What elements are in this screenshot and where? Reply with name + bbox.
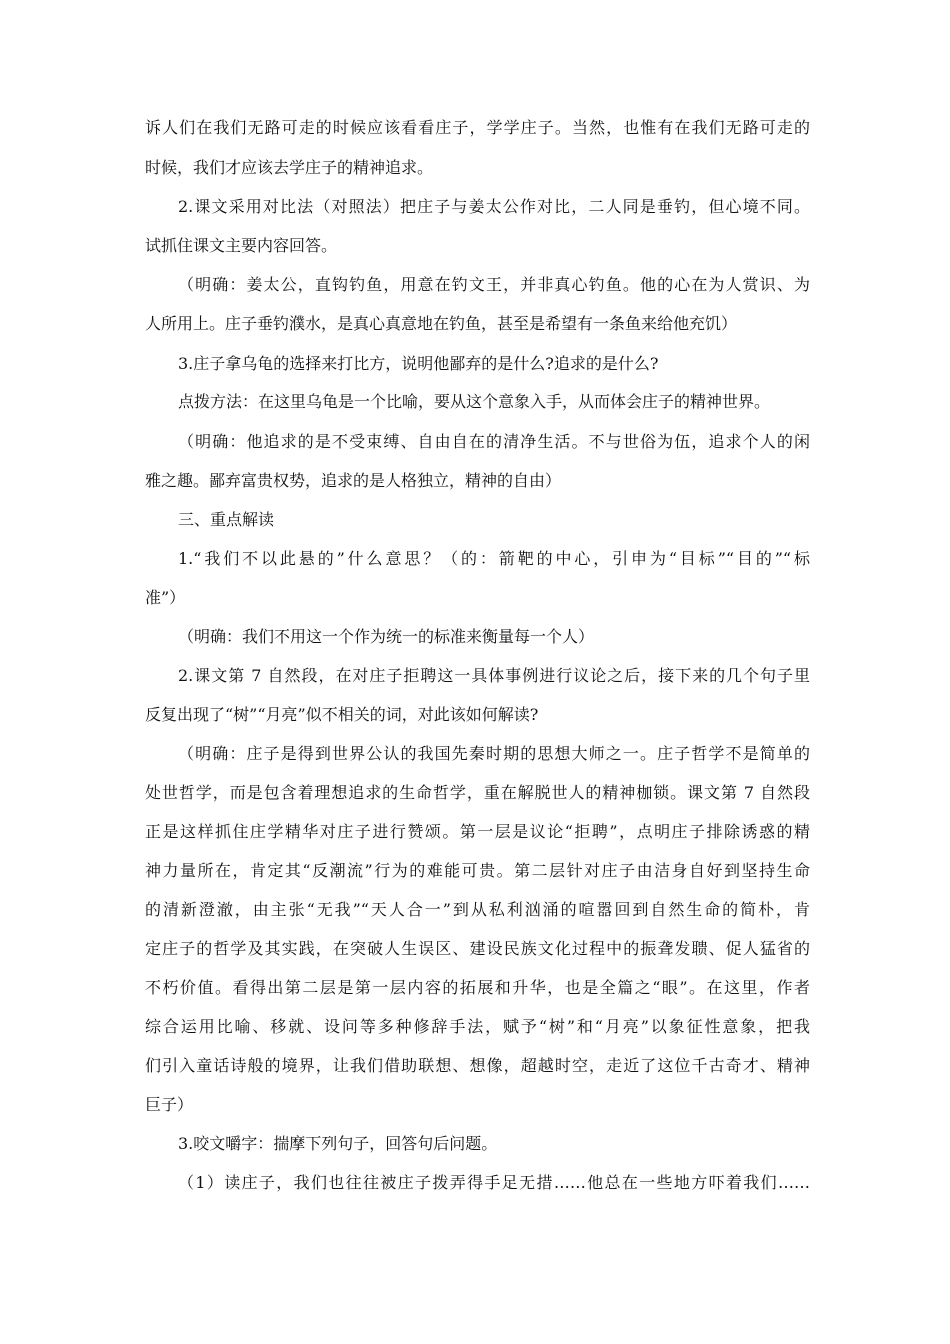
text-line: 处世哲学，而是包含着理想追求的生命哲学，重在解脱世人的精神枷锁。课文第 7 自然段 [145, 783, 810, 802]
text-line: 巨子） [145, 1095, 194, 1114]
text-line: 诉人们在我们无路可走的时候应该看看庄子，学学庄子。当然，也惟有在我们无路可走的 [145, 118, 810, 137]
text-line: 时候，我们才应该去学庄子的精神追求。 [145, 158, 434, 177]
text-line: 3.咬文嚼字：揣摩下列句子，回答句后问题。 [178, 1134, 498, 1153]
text-line: 3.庄子拿乌龟的选择来打比方，说明他鄙弃的是什么?追求的是什么? [178, 354, 659, 373]
text-line: 1.“我们不以此悬的”什么意思？（的：箭靶的中心，引申为“目标”“目的”“标 [178, 549, 810, 568]
text-line: （明确：姜太公，直钩钓鱼，用意在钓文王，并非真心钓鱼。他的心在为人赏识、为 [178, 275, 810, 294]
text-line: 神力量所在，肯定其“反潮流”行为的难能可贵。第二层针对庄子由洁身自好到坚持生命 [145, 861, 810, 880]
text-line: 们引入童话诗般的境界，让我们借助联想、想像，超越时空，走近了这位千古奇才、精神 [145, 1056, 810, 1075]
text-line: （1）读庄子，我们也往往被庄子拨弄得手足无措……他总在一些地方吓着我们…… [178, 1173, 810, 1192]
text-line: 2.课文第 7 自然段，在对庄子拒聘这一具体事例进行议论之后，接下来的几个句子里 [178, 666, 810, 685]
text-line: 2.课文采用对比法（对照法）把庄子与姜太公作对比，二人同是垂钓，但心境不同。 [178, 197, 810, 216]
text-line: （明确：我们不用这一个作为统一的标准来衡量每一个人） [178, 627, 595, 646]
text-line: 正是这样抓住庄学精华对庄子进行赞颂。第一层是议论“拒聘”，点明庄子排除诱惑的精 [145, 822, 810, 841]
text-line: 定庄子的哲学及其实践，在突破人生误区、建设民族文化过程中的振聋发聩、促人猛省的 [145, 939, 810, 958]
text-line: 反复出现了“树”“月亮”似不相关的词，对此该如何解读? [145, 705, 539, 724]
text-line: （明确：庄子是得到世界公认的我国先秦时期的思想大师之一。庄子哲学不是简单的 [178, 744, 810, 763]
text-line: 不朽价值。看得出第二层是第一层内容的拓展和升华，也是全篇之“眼”。在这里，作者 [145, 978, 810, 997]
text-line: 的清新澄澈，由主张“无我”“天人合一”到从私利汹涌的喧嚣回到自然生命的简朴，肯 [145, 900, 810, 919]
text-line: 三、重点解读 [178, 510, 275, 529]
text-line: 试抓住课文主要内容回答。 [145, 236, 338, 255]
text-line: 准”） [145, 588, 186, 607]
text-line: （明确：他追求的是不受束缚、自由自在的清净生活。不与世俗为伍，追求个人的闲 [178, 432, 810, 451]
text-line: 人所用上。庄子垂钓濮水，是真心真意地在钓鱼，甚至是希望有一条鱼来给他充饥） [145, 314, 738, 333]
text-line: 雅之趣。鄙弃富贵权势，追求的是人格独立，精神的自由） [145, 471, 562, 490]
text-line: 点拨方法：在这里乌龟是一个比喻，要从这个意象入手，从而体会庄子的精神世界。 [178, 392, 771, 411]
text-line: 综合运用比喻、移就、设问等多种修辞手法，赋予“树”和“月亮”以象征性意象，把我 [145, 1017, 810, 1036]
